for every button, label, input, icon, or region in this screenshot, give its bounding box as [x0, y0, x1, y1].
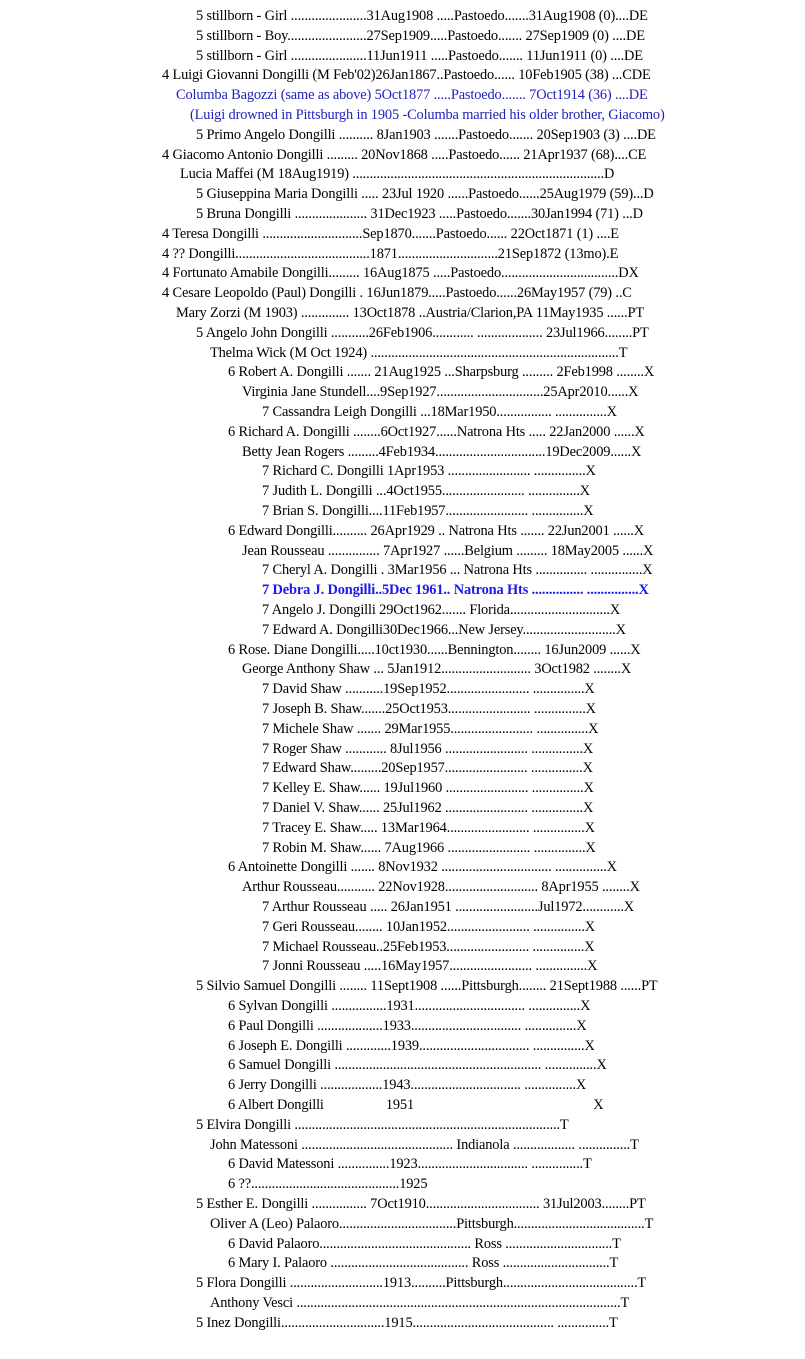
genealogy-entry: 5 Bruna Dongilli ..................... 31Dec1923 .....Pastoedo.......30Jan1994 (71) ...D: [196, 206, 643, 222]
genealogy-entry: 6 Albert Dongilli 1951 X: [228, 1097, 604, 1113]
genealogy-entry: 5 Flora Dongilli ...........................1913..........Pittsburgh.......................................T: [196, 1275, 647, 1292]
genealogy-entry: 6 Rose. Diane Dongilli.....10ct1930......Bennington........ 16Jun2009 ......X: [228, 641, 641, 658]
genealogy-entry: 7 Joseph B. Shaw.......25Oct1953........................ ...............X: [262, 701, 596, 717]
genealogy-entry: 7 Richard C. Dongilli 1Apr1953 ........................ ...............X: [262, 463, 596, 480]
genealogy-entry: 5 Primo Angelo Dongilli .......... 8Jan1903 .......Pastoedo....... 20Sep1903 (3) ....DE: [196, 126, 656, 143]
genealogy-entry: 6 Mary I. Palaoro ........................................ Ross ...............................T: [228, 1255, 619, 1272]
genealogy-entry: 6 Richard A. Dongilli ........6Oct1927......Natrona Hts ..... 22Jan2000 ......X: [228, 423, 645, 440]
genealogy-entry: 7 Edward A. Dongilli30Dec1966...New Jersey...........................X: [262, 621, 626, 638]
genealogy-entry: 7 Cheryl A. Dongilli . 3Mar1956 ... Natrona Hts ............... ...............X: [262, 562, 653, 579]
genealogy-entry: Anthony Vesci ..............................................................................................T: [210, 1295, 630, 1311]
genealogy-entry: 7 Kelley E. Shaw...... 19Jul1960 ........................ ...............X: [262, 780, 594, 797]
genealogy-entry: 5 Angelo John Dongilli ...........26Feb1906............ ................... 23Jul1966........PT: [196, 324, 649, 341]
genealogy-entry: 7 Daniel V. Shaw...... 25Jul1962 ........................ ...............X: [262, 800, 594, 816]
genealogy-entry: Mary Zorzi (M 1903) .............. 13Oct1878 ..Austria/Clarion,PA 11May1935 ......PT: [176, 305, 644, 321]
genealogy-entry: 7 Debra J. Dongilli..5Dec 1961.. Natrona Hts ............... ...............X: [262, 582, 649, 599]
genealogy-entry: 4 Luigi Giovanni Dongilli (M Feb'02)26Jan1867..Pastoedo...... 10Feb1905 (38) ...CDE: [162, 67, 651, 84]
genealogy-entry: 6 David Matessoni ...............1923................................ ...............T: [228, 1156, 592, 1173]
genealogy-entry: George Anthony Shaw ... 5Jan1912.......................... 3Oct1982 ........X: [242, 661, 632, 678]
genealogy-entry: 5 Giuseppina Maria Dongilli ..... 23Jul 1920 ......Pastoedo......25Aug1979 (59)...D: [196, 186, 654, 203]
genealogy-entry: 7 Michele Shaw ....... 29Mar1955........................ ...............X: [262, 720, 599, 737]
genealogy-entry: 5 stillborn - Boy.......................27Sep1909.....Pastoedo....... 27Sep1909 (0) ....DE: [196, 27, 645, 44]
genealogy-entry: 7 Cassandra Leigh Dongilli ...18Mar1950................ ...............X: [262, 404, 617, 420]
genealogy-entry: 4 ?? Dongilli.......................................1871.............................21Sep1872 (13mo).E: [162, 245, 619, 262]
genealogy-entry: 5 Elvira Dongilli .............................................................................T: [196, 1116, 569, 1133]
genealogy-entry: 4 Giacomo Antonio Dongilli ......... 20Nov1868 .....Pastoedo...... 21Apr1937 (68)....CE: [162, 146, 647, 163]
genealogy-entry: 7 Angelo J. Dongilli 29Oct1962....... Florida.............................X: [262, 602, 621, 618]
genealogy-entry: 7 Brian S. Dongilli....11Feb1957........................ ...............X: [262, 503, 594, 519]
genealogy-entry: 7 Roger Shaw ............ 8Jul1956 ........................ ...............X: [262, 740, 594, 757]
note-line: (Luigi drowned in Pittsburgh in 1905 -Columba married his older brother, Giacomo): [190, 107, 665, 123]
genealogy-entry: 6 Jerry Dongilli ..................1943................................ ...............X: [228, 1077, 587, 1094]
genealogy-entry: 6 Paul Dongilli ...................1933................................ ...............X: [228, 1017, 587, 1034]
genealogy-entry: 7 Edward Shaw.........20Sep1957........................ ...............X: [262, 760, 593, 777]
genealogy-entry: 6 Sylvan Dongilli ................1931................................ ...............X: [228, 998, 591, 1014]
genealogy-entry: John Matessoni ............................................ Indianola .................. ...............T: [210, 1136, 639, 1153]
genealogy-entry: 7 Robin M. Shaw...... 7Aug1966 ........................ ...............X: [262, 839, 596, 856]
genealogy-entry: 6 Joseph E. Dongilli .............1939................................ ...............X: [228, 1037, 595, 1054]
genealogy-entry: 5 stillborn - Girl ......................31Aug1908 .....Pastoedo.......31Aug1908 (0)....DE: [196, 8, 648, 24]
genealogy-entry: 5 Inez Dongilli..............................1915......................................... ...............T: [196, 1314, 618, 1331]
genealogy-entry: 6 Edward Dongilli.......... 26Apr1929 .. Natrona Hts ....... 22Jun2001 ......X: [228, 522, 644, 539]
genealogy-entry: 6 Samuel Dongilli ............................................................ ...............X: [228, 1057, 607, 1074]
genealogy-entry: 5 Silvio Samuel Dongilli ........ 11Sept1908 ......Pittsburgh........ 21Sept1988 ......PT: [196, 978, 658, 995]
genealogy-entry: 4 Cesare Leopoldo (Paul) Dongilli . 16Jun1879.....Pastoedo......26May1957 (79) ..C: [162, 285, 632, 302]
genealogy-entry: 7 Arthur Rousseau ..... 26Jan1951 ........................Jul1972............X: [262, 899, 635, 915]
genealogy-entry: 7 David Shaw ...........19Sep1952........................ ...............X: [262, 681, 595, 698]
genealogy-entry: 6 David Palaoro............................................ Ross ...............................T: [228, 1235, 621, 1252]
genealogy-entry: Virginia Jane Stundell....9Sep1927...............................25Apr2010......X: [242, 384, 639, 401]
genealogy-entry: 4 Teresa Dongilli .............................Sep1870.......Pastoedo...... 22Oct1871 (1) ....E: [162, 225, 619, 242]
genealogy-entry: 7 Michael Rousseau..25Feb1953........................ ...............X: [262, 938, 595, 955]
genealogy-entry: Oliver A (Leo) Palaoro..................................Pittsburgh......................................T: [210, 1215, 654, 1232]
genealogy-entry: Arthur Rousseau........... 22Nov1928........................... 8Apr1955 ........X: [242, 879, 640, 896]
genealogy-entry: 5 stillborn - Girl ......................11Jun1911 .....Pastoedo....... 11Jun1911 (0) ....DE: [196, 47, 643, 64]
genealogy-entry: Betty Jean Rogers .........4Feb1934................................19Dec2009......X: [242, 443, 642, 460]
genealogy-entry: 7 Jonni Rousseau .....16May1957........................ ...............X: [262, 958, 598, 975]
genealogy-entry: 7 Judith L. Dongilli ...4Oct1955........................ ...............X: [262, 483, 591, 500]
genealogy-entry: 6 Antoinette Dongilli ....... 8Nov1932 ................................ ...............X: [228, 859, 617, 876]
genealogy-entry: 5 Esther E. Dongilli ................ 7Oct1910................................. 31Jul2003........PT: [196, 1196, 646, 1212]
genealogy-entry: Lucia Maffei (M 18Aug1919) .........................................................................D: [180, 166, 615, 183]
note-line: Columba Bagozzi (same as above) 5Oct1877 .....Pastoedo....... 7Oct1914 (36) ....DE: [176, 87, 648, 104]
genealogy-entry: 7 Tracey E. Shaw..... 13Mar1964........................ ...............X: [262, 819, 595, 836]
genealogy-entry: 4 Fortunato Amabile Dongilli......... 16Aug1875 .....Pastoedo..................................DX: [162, 265, 639, 282]
genealogy-entry: 7 Geri Rousseau........ 10Jan1952........................ ...............X: [262, 918, 596, 935]
genealogy-entry: Thelma Wick (M Oct 1924) ........................................................................T: [210, 344, 628, 361]
genealogy-entry: Jean Rousseau ............... 7Apr1927 ......Belgium ......... 18May2005 ......X: [242, 542, 654, 559]
genealogy-entry: 6 ??...........................................1925: [228, 1176, 428, 1193]
genealogy-entry: 6 Robert A. Dongilli ....... 21Aug1925 ...Sharpsburg ......... 2Feb1998 ........X: [228, 364, 655, 381]
